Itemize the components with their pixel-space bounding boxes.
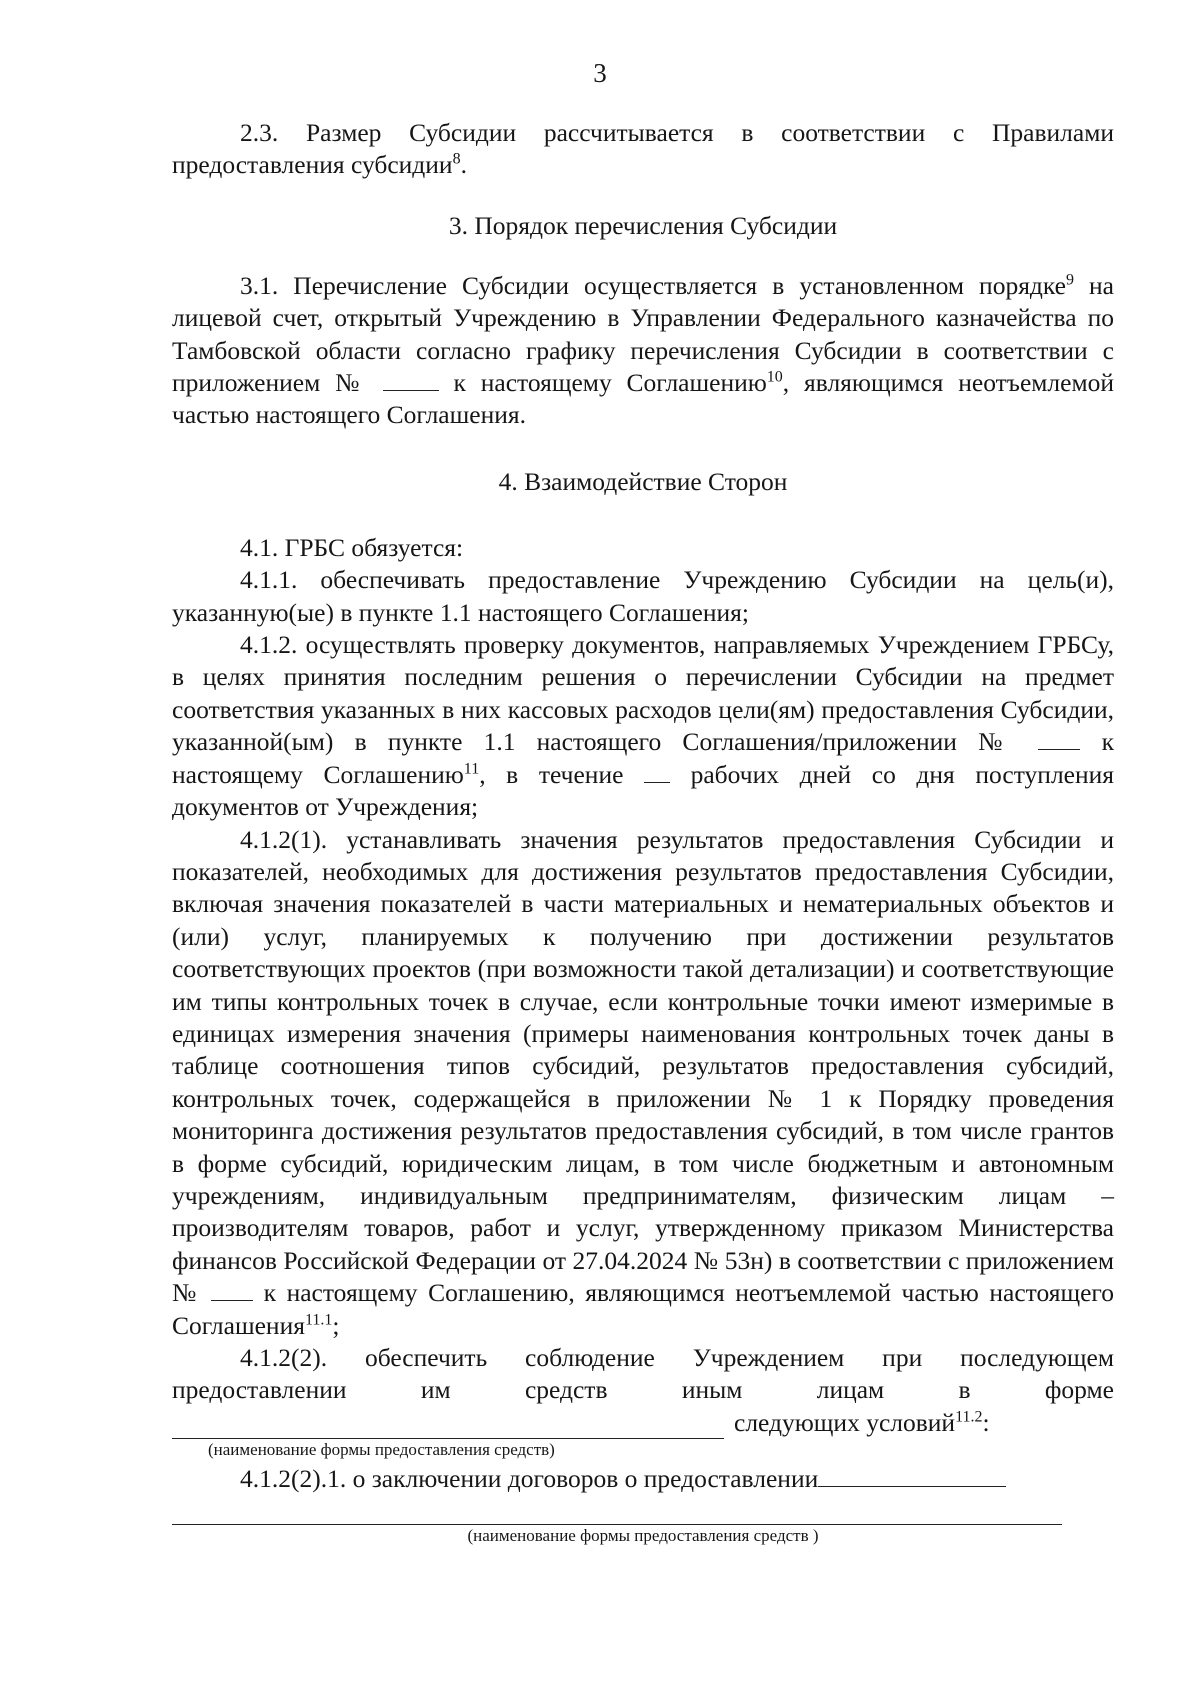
footnote-ref: 11.2 (955, 1408, 983, 1426)
paragraph-4-1-2-2-1 (172, 1463, 1114, 1495)
paragraph-text: к настоящему Соглашению (172, 727, 1114, 789)
blank-field (211, 1278, 253, 1301)
field-caption: (наименование формы предоставления средств) (208, 1440, 555, 1460)
blank-field (1038, 727, 1080, 750)
paragraph-text: к настоящему Соглашению (438, 368, 767, 398)
paragraph-4-1-1: 4.1.1. обеспечивать предоставление Учреждению Субсидии на цель(и), указанную(ые) в пункте 1.1 настоящего Соглашения; (172, 565, 1114, 627)
paragraph-text: на лицевой счет, открытый Учреждению в Управлении Федерального казначейства по Тамбовской области согласно графику перечисления Субсидии в соответствии с приложением № (172, 270, 1115, 398)
paragraph-text: 3.1. Перечисление Субсидии осуществляется в установленном порядке (240, 270, 1066, 300)
paragraph-text: 4.1.2. осуществлять проверку документов, направляемых Учреждением ГРБСу, в целях принятия последним решения о перечислении Субсидии на предмет соответствия указанных в них кассовых расходов цели(ям) предоставления Субсидии, указанной(ым) в пункте 1.1 настоящего Соглашения/приложении № (172, 630, 1114, 757)
paragraph-end: . (460, 150, 467, 180)
blank-field (644, 760, 670, 783)
paragraph-text: , являющимся неотъемлемой частью настоящего Соглашения. (172, 368, 1114, 430)
blank-field (818, 1464, 1006, 1487)
footnote-ref: 9 (1065, 271, 1074, 289)
paragraph-4-1: 4.1. ГРБС обязуется: (240, 532, 464, 562)
paragraph-text: ; (332, 1310, 340, 1340)
footnote-ref: 10 (766, 368, 783, 386)
paragraph-4-1-2-2: 4.1.2(2). обеспечить соблюдение Учреждением при последующем предоставлении им средств иным лицам в форме (172, 1343, 1114, 1405)
paragraph-4-1-2-1 (172, 824, 1114, 1343)
page-number: 3 (593, 58, 607, 88)
footnote-ref: 11.1 (304, 1311, 333, 1329)
paragraph-text: 4.1.2(2).1. о заключении договоров о предоставлении (240, 1464, 819, 1494)
blank-field (383, 368, 439, 391)
field-caption: (наименование формы предоставления средств ) (467, 1525, 819, 1545)
blank-field (172, 1412, 724, 1439)
section-4-title: 4. Взаимодействие Сторон (498, 466, 788, 496)
paragraph-text: рабочих дней со дня поступления документов от Учреждения; (172, 759, 1115, 822)
paragraph-text: к настоящему Соглашению, являющимся неотъемлемой частью настоящего Соглашения (172, 1278, 1114, 1340)
form-fill-line (172, 1407, 1114, 1439)
footnote-ref: 8 (452, 150, 461, 168)
paragraph-text: 4.1.2(1). устанавливать значения результатов предоставления Субсидии и показателей, необходимых для достижения результатов предоставления Субсидии, включая значения показателей в части материальных и нематериальных объектов и (или) услуг, планируемых к получению при достижении результатов соответствующих проектов (при возможности такой детализации) и соответствующие им типы контрольных точек в случае, если контрольные точки имеют измеримые в единицах измерения значения (примеры наименования контрольных точек даны в таблице соотношения типов субсидий, результатов предоставления субсидий, контрольных точек, содержащейся в приложении № 1 к Порядку проведения мониторинга достижения результатов предоставления субсидий, в том числе грантов в форме субсидий, юридическим лицам, в том числе бюджетным и автономным учреждениям, индивидуальным предпринимателям, физическим лицам – производителям товаров, работ и услуг, утвержденному приказом Министерства финансов Российской Федерации от 27.04.2024 № 53н) в соответствии с приложением № (172, 824, 1114, 1308)
blank-field-full (172, 1498, 1062, 1525)
footnote-ref: 11 (463, 760, 480, 778)
paragraph-text: , в течение (479, 759, 645, 789)
paragraph-3-1 (172, 270, 1114, 432)
section-3-title: 3. Порядок перечисления Субсидии (448, 210, 838, 240)
paragraph-text: следующих условий$^{11.2}$: (734, 1407, 990, 1437)
paragraph-4-1-2 (172, 629, 1114, 823)
paragraph-text: 2.3. Размер Субсидии рассчитывается в соответствии с Правилами предоставления субсидии (172, 118, 1114, 180)
paragraph-2-3 (172, 117, 1114, 182)
document-body (172, 117, 1114, 1547)
